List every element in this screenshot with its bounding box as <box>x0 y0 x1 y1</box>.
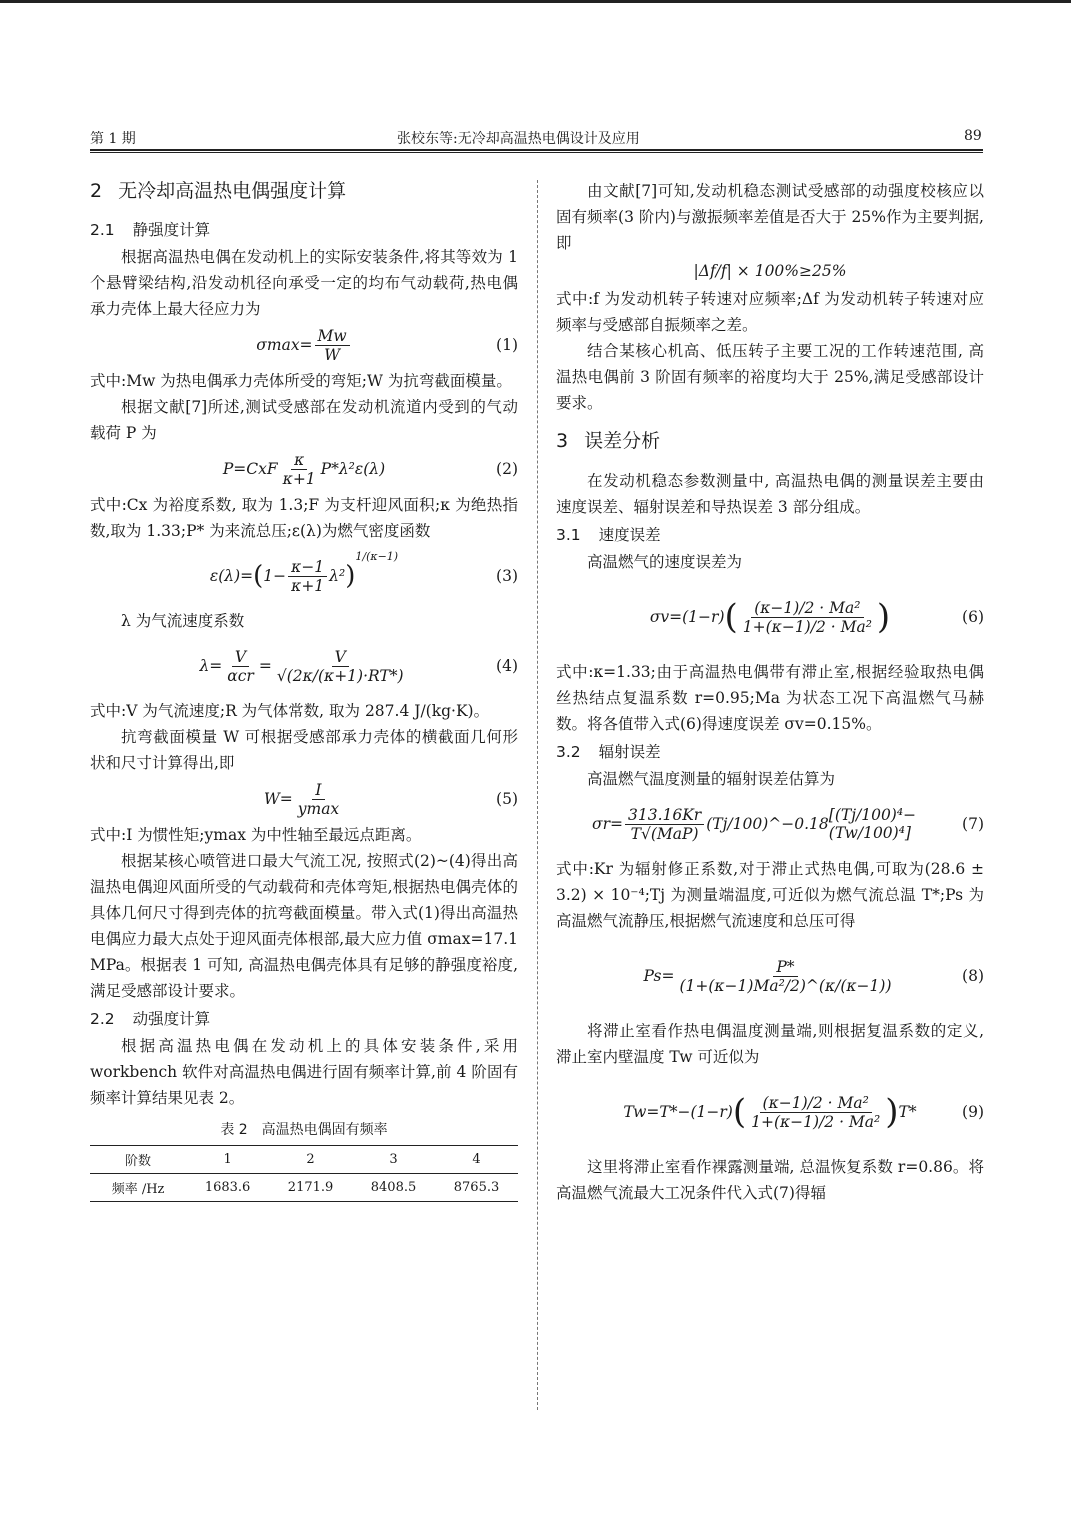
eq-lhs: σr= <box>592 815 623 833</box>
eq-numerator: V <box>232 648 249 667</box>
section-number: 2 <box>90 180 103 202</box>
equation-1 <box>90 322 518 368</box>
paragraph: 由文献[7]可知,发动机稳态测试受感部的动强度校核应以固有频率(3 阶内)与激振频率差值是否大于 25%作为主要判据,即 <box>556 182 984 252</box>
running-title: 张校东等:无冷却高温热电偶设计及应用 <box>397 131 640 147</box>
table-caption: 表 2 高温热电偶固有频率 <box>220 1122 388 1138</box>
section-3-2-heading <box>556 740 984 764</box>
eq-lhs: Tw=T*−(1−r) <box>623 1103 733 1121</box>
paragraph: 根据高温热电偶在发动机上的具体安装条件,采用 workbench 软件对高温热电偶进行固有频率计算,前 4 阶固有频率计算结果见表 2。 <box>90 1037 518 1107</box>
eq-term: T* <box>898 1103 917 1121</box>
equation-2 <box>90 446 518 492</box>
paragraph: 式中:κ=1.33;由于高温热电偶带有滞止室,根据经验取热电偶丝热结点复温系数 r=0.95;Ma 为状态工况下高温燃气马赫数。将各值带入式(6)得速度误差 σv=0.15%。 <box>556 663 984 733</box>
table-header-row <box>90 1146 518 1174</box>
table-cell: 阶数 <box>90 1146 186 1174</box>
eq-denominator: (1+(κ−1)Ma²/2)^(κ/(κ−1)) <box>679 976 892 995</box>
equation-number: (9) <box>962 1103 984 1121</box>
eq-term: 1− <box>263 567 287 585</box>
paragraph: 根据某核心喷管进口最大气流工况, 按照式(2)~(4)得出高温热电偶迎风面所受的气动载荷和壳体弯矩,根据热电偶壳体的具体几何尺寸得到壳体的抗弯截面模量。带入式(1)得出高温热电偶应力最大点处于迎风面壳体根部,最大应力值 σmax=17.1 MPa。根据表 1 可知, 高温热电偶壳体具有足够的静强度裕度,满足受感部设计要求。 <box>90 852 518 1000</box>
equation-3: ε(λ)= ( 1− $\frac{\kappa-1}{\kappa+1}$ λ² ) $^{1/(\kappa-1)}$ (3) <box>209 550 518 595</box>
eq-denominator: T√(MaP) <box>630 824 699 843</box>
eq-exponent: 1/(κ−1) <box>355 550 399 563</box>
table-cell: 8408.5 <box>352 1174 435 1202</box>
eq-numerator: 313.16Kr <box>625 806 704 825</box>
issue-label: 第 1 期 <box>90 131 136 147</box>
section-2-1-heading <box>90 218 518 242</box>
paragraph: 式中:I 为惯性矩;ymax 为中性轴至最远点距离。 <box>90 826 422 844</box>
section-number: 3 <box>556 430 569 452</box>
eq-term: λ² <box>329 567 346 585</box>
section-title: 误差分析 <box>584 430 661 452</box>
top-border <box>0 0 1071 3</box>
eq-denominator: ymax <box>297 799 340 818</box>
paragraph: 在发动机稳态参数测量中, 高温热电偶的测量误差主要由速度误差、辐射误差和导热误差 3 部分组成。 <box>556 472 984 516</box>
section-number: 3.1 <box>556 526 581 544</box>
eq-lhs: σv=(1−r) <box>649 608 725 626</box>
equation-number: (2) <box>496 460 518 478</box>
eq-numerator: Mw <box>315 327 350 346</box>
eq-denominator: W <box>324 345 341 364</box>
section-3-heading <box>556 428 984 454</box>
section-number: 2.1 <box>90 221 115 239</box>
equation-number: (5) <box>496 790 518 808</box>
eq-lhs: ε(λ)= <box>209 567 254 585</box>
equation-8 <box>556 934 984 1018</box>
table-cell: 频率 /Hz <box>90 1174 186 1202</box>
table-cell: 1 <box>186 1146 269 1174</box>
eq-numerator: P* <box>773 958 797 977</box>
section-3-1-heading <box>556 523 984 547</box>
paragraph: 抗弯截面模量 W 可根据受感部承力壳体的横截面几何形状和尺寸计算得出,即 <box>90 728 518 772</box>
section-title: 静强度计算 <box>132 221 211 239</box>
paragraph: 根据高温热电偶在发动机上的实际安装条件,将其等效为 1 个悬臂梁结构,沿发动机径向承受一定的均布气动载荷,热电偶承力壳体上最大径应力为 <box>90 248 518 318</box>
paragraph: 高温燃气的速度误差为 <box>587 553 743 571</box>
right-column <box>556 178 984 1206</box>
eq-lhs: Ps= <box>643 967 675 985</box>
eq-denominator: √(2κ/(κ+1)·RT*) <box>276 666 404 685</box>
paragraph: 结合某核心机高、低压转子主要工况的工作转速范围, 高温热电偶前 3 阶固有频率的裕度均大于 25%,满足受感部设计要求。 <box>556 342 984 412</box>
eq-term: (Tj/100)^−0.18 <box>706 815 829 833</box>
section-title: 速度误差 <box>598 526 661 544</box>
eq-numerator: κ−1 <box>288 558 327 577</box>
equation-number: (4) <box>496 657 518 675</box>
eq-numerator: (κ−1)/2 · Ma² <box>760 1094 872 1113</box>
equation-number: (3) <box>496 567 518 585</box>
section-2-heading <box>90 178 518 204</box>
eq-term: [(Tj/100)⁴−(Tw/100)⁴] <box>828 806 917 842</box>
eq-denominator: κ+1 <box>291 576 325 595</box>
section-2-2-heading <box>90 1007 518 1031</box>
equation-number: (6) <box>962 608 984 626</box>
paragraph: 高温燃气温度测量的辐射误差估算为 <box>587 770 836 788</box>
eq-lhs: λ= <box>199 657 223 675</box>
column-divider <box>537 180 538 1410</box>
eq-lhs: σmax= <box>256 336 313 354</box>
paragraph: 式中:Mw 为热电偶承力壳体所受的弯矩;W 为抗弯截面模量。 <box>90 372 512 390</box>
table-cell: 8765.3 <box>435 1174 518 1202</box>
left-column <box>90 178 518 1202</box>
equation-9: Tw=T*−(1−r) ( $\frac{\text{(κ−1)/2 · Ma²}}{\text{1+(κ−1)/2 · Ma²}}$ ) T* (9) <box>623 1092 984 1132</box>
table-row <box>90 1174 518 1202</box>
equation-7 <box>556 792 984 856</box>
paragraph: 式中:Cx 为裕度系数, 取为 1.3;F 为支杆迎风面积;κ 为绝热指数,取为 1.33;P* 为来流总压;ε(λ)为燃气密度函数 <box>90 496 518 540</box>
eq-denominator: 1+(κ−1)/2 · Ma² <box>742 617 872 636</box>
table-cell: 2171.9 <box>269 1174 352 1202</box>
equation-4: λ= $\frac{V}{\text{αcr}}$ = $\frac{V}{√(2\kappa/(\kappa+1)\cdot RT*)}$ (4) <box>199 647 518 685</box>
section-title: 无冷却高温热电偶强度计算 <box>118 180 347 202</box>
section-title: 辐射误差 <box>598 743 661 761</box>
eq-numerator: V <box>332 648 349 667</box>
paragraph: λ 为气流速度系数 <box>121 612 245 630</box>
page-number: 89 <box>964 128 982 144</box>
section-number: 2.2 <box>90 1010 115 1028</box>
section-title: 动强度计算 <box>132 1010 211 1028</box>
table-cell: 2 <box>269 1146 352 1174</box>
header-rule-thin <box>90 152 983 153</box>
paragraph: 式中:Kr 为辐射修正系数,对于滞止式热电偶,可取为(28.6 ± 3.2) × 10⁻⁴;Tj 为测量端温度,可近似为燃气流总温 T*;Ps 为高温燃气流静压,根据燃气流速度和总压可得 <box>556 860 984 930</box>
eq-numerator: I <box>312 781 324 800</box>
eq-numerator: (κ−1)/2 · Ma² <box>751 599 863 618</box>
eq-denominator: 1+(κ−1)/2 · Ma² <box>751 1112 881 1131</box>
eq-denominator: κ+1 <box>282 469 316 488</box>
paragraph: 式中:f 为发动机转子转速对应频率;Δf 为发动机转子转速对应频率与受感部自振频率之差。 <box>556 290 984 334</box>
frequency-table <box>90 1145 518 1202</box>
equation-number: (8) <box>962 967 984 985</box>
eq-lhs: W= <box>263 790 293 808</box>
paragraph: 根据文献[7]所述,测试受感部在发动机流道内受到的气动载荷 P 为 <box>90 398 518 442</box>
paragraph: 将滞止室看作热电偶温度测量端,则根据复温系数的定义,滞止室内壁温度 Tw 可近似为 <box>556 1022 984 1066</box>
equation-number: (1) <box>496 336 518 354</box>
equation-6: σv=(1−r) ( $\frac{\text{(κ−1)/2 · Ma²}}{\text{1+(κ−1)/2 · Ma²}}$ ) (6) <box>649 597 984 637</box>
equation-5 <box>90 776 518 822</box>
eq-rhs: P*λ²ε(λ) <box>320 460 386 478</box>
equation-number: (7) <box>962 815 984 833</box>
header-rule <box>90 149 983 151</box>
table-cell: 1683.6 <box>186 1174 269 1202</box>
eq-lhs: P=CxF <box>222 460 278 478</box>
table-cell: 4 <box>435 1146 518 1174</box>
criterion-equation <box>556 256 984 286</box>
paragraph: 式中:V 为气流速度;R 为气体常数, 取为 287.4 J/(kg·K)。 <box>90 702 490 720</box>
eq-body: |Δf/f| × 100%≥25% <box>693 262 847 280</box>
section-number: 3.2 <box>556 743 581 761</box>
paragraph: 这里将滞止室看作裸露测量端, 总温恢复系数 r=0.86。将高温燃气流最大工况条件代入式(7)得辐 <box>556 1158 984 1202</box>
eq-numerator: κ <box>291 451 307 470</box>
table-cell: 3 <box>352 1146 435 1174</box>
eq-denominator: αcr <box>227 666 254 685</box>
